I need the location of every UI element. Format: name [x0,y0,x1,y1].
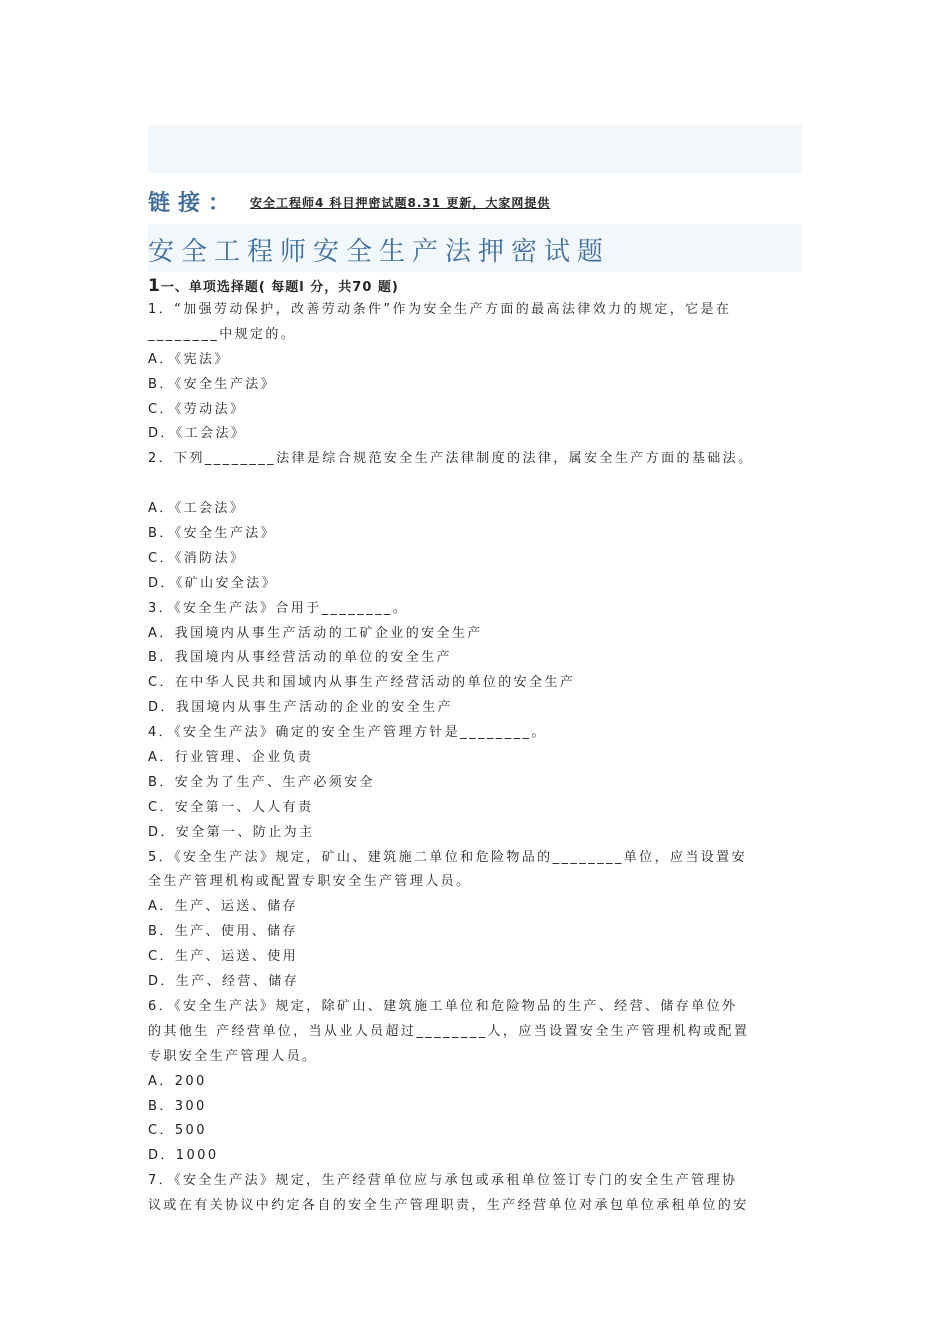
text-line: C．《劳动法》 [148,401,246,417]
text-line: 7．《安全生产法》规定，生产经营单位应与承包或承租单位签订专门的安全生产管理协 [148,1173,738,1189]
text-line: 6．《安全生产法》规定，除矿山、建筑施工单位和危险物品的生产、经营、储存单位外 [148,998,738,1014]
title-band [148,224,802,272]
text-line: A．我国境内从事生产活动的工矿企业的安全生产 [148,625,483,641]
section-heading [148,276,399,296]
text-line: D．我国境内从事生产活动的企业的安全生产 [148,700,454,716]
text-line: C．在中华人民共和国域内从事生产经营活动的单位的安全生产 [148,675,576,691]
text-line: A．行业管理、企业负责 [148,750,314,766]
text-line: C．生产、运送、使用 [148,949,299,965]
text-line: B．生产、使用、储存 [148,924,298,940]
text-line: D．生产、经营、储存 [148,974,300,990]
text-line: ________中规定的。 [148,326,297,342]
text-line: A．生产、运送、储存 [148,899,298,915]
text-line: A．《工会法》 [148,501,246,517]
text-line: C．《消防法》 [148,550,246,566]
link-label: 链接： [148,191,239,216]
text-line: 1．“加强劳动保护，改善劳动条件”作为安全生产方面的最高法律效力的规定，它是在 [148,302,732,317]
section-text: 一、单项选择题( 每题l 分，共70 题) [160,280,399,295]
text-line: 全生产管理机构或配置专职安全生产管理人员。 [148,874,472,890]
source-link[interactable]: 安全工程师4 科目押密试题8.31 更新，大家网提供 [250,196,551,210]
section-number: 1 [148,276,161,296]
text-line: B．我国境内从事经营活动的单位的安全生产 [148,650,452,666]
text-line: D．《工会法》 [148,426,247,442]
text-line: 4．《安全生产法》确定的安全生产管理方针是________。 [148,725,547,741]
page-title: 安全工程师安全生产法押密试题 [148,237,611,267]
header-band [148,125,802,173]
text-line: A．《宪法》 [148,351,230,367]
text-line: B．《安全生产法》 [148,526,277,542]
text-line: C．安全第一、人人有责 [148,799,314,815]
text-line: D．安全第一、防止为主 [148,824,315,840]
text-line: 专职安全生产管理人员。 [148,1048,318,1064]
text-line [148,472,802,497]
text-line: 2．下列________法律是综合规范安全生产法律制度的法律，属安全生产方面的基础法。 [148,451,754,467]
text-line: 的其他生 产经营单位，当从业人员超过________人，应当设置安全生产管理机构或配置 [148,1023,750,1039]
link-row [148,182,802,220]
text-line: D．《矿山安全法》 [148,575,278,591]
text-line: B．安全为了生产、生产必须安全 [148,774,375,790]
question-body [148,298,802,1219]
text-line: 议或在有关协议中约定各自的安全生产管理职责，生产经营单位对承包单位承租单位的安 [148,1198,749,1214]
text-line: A．200 [148,1073,207,1089]
text-line: D．1000 [148,1148,219,1164]
text-line: 3．《安全生产法》合用于________。 [148,600,409,616]
text-line: B．《安全生产法》 [148,376,277,392]
text-line: C．500 [148,1123,207,1139]
text-line: 5．《安全生产法》规定，矿山、建筑施二单位和危险物品的________单位，应当设置安 [148,849,747,865]
text-line: B．300 [148,1098,207,1114]
